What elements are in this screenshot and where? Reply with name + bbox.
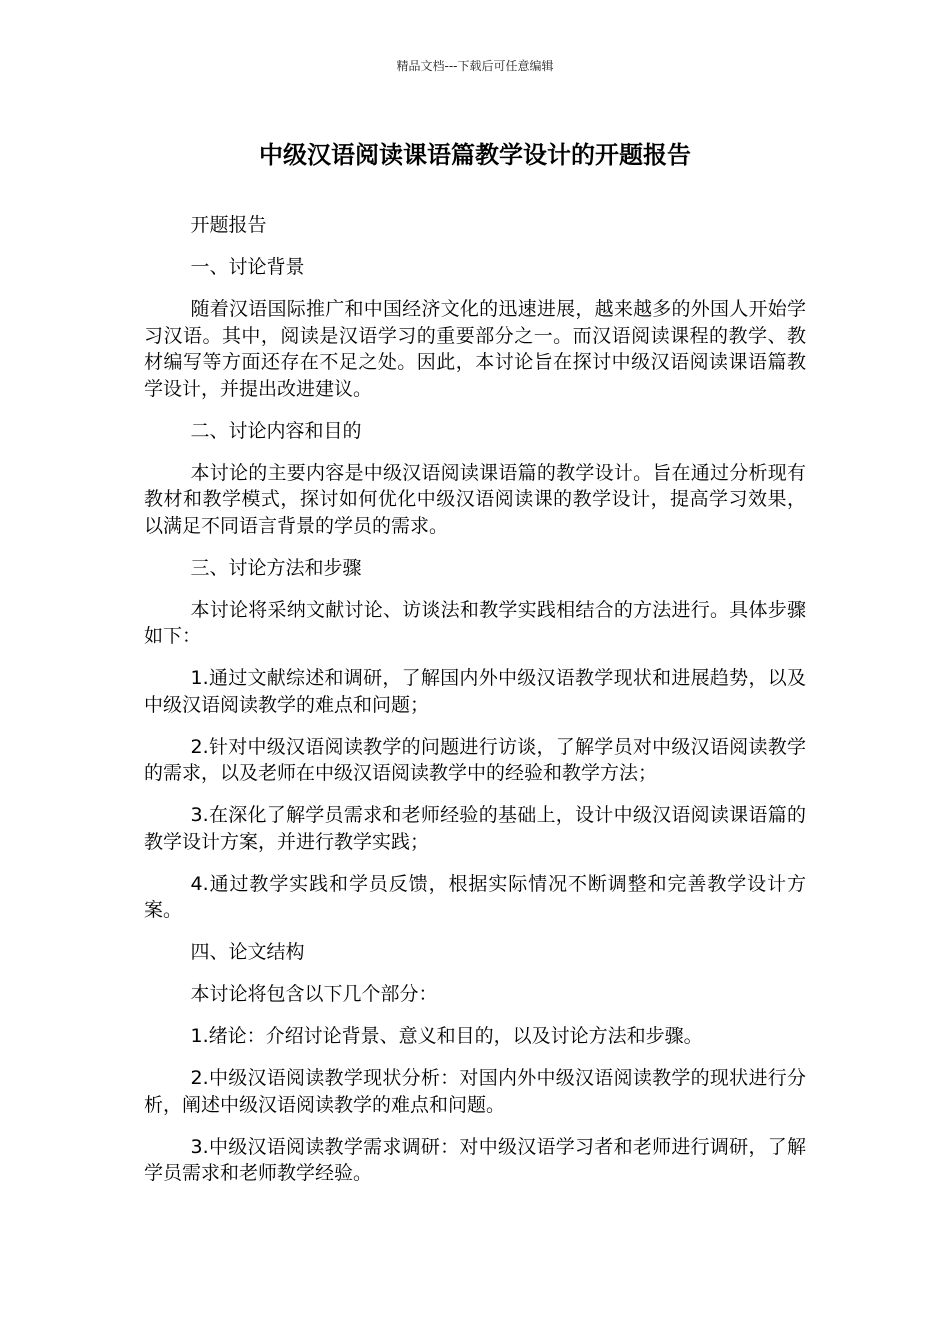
section-heading-methods-steps: 三、讨论方法和步骤 — [190, 556, 362, 579]
section-heading-structure: 四、论文结构 — [190, 941, 305, 963]
list-item-step-3: 3.在深化了解学员需求和老师经验的基础上，设计中级汉语阅读课语篇的教学设计方案，并进行教学实践； — [144, 804, 806, 853]
list-item-part-3: 3.中级汉语阅读教学需求调研：对中级汉语学习者和老师进行调研，了解学员需求和老师教学经验。 — [144, 1135, 806, 1184]
paragraph-methods-intro: 本讨论将采纳文献讨论、访谈法和教学实践相结合的方法进行。具体步骤如下： — [144, 598, 806, 647]
section-heading-content-purpose: 二、讨论内容和目的 — [190, 419, 362, 442]
section-heading-background: 一、讨论背景 — [190, 256, 305, 278]
list-item-step-2: 2.针对中级汉语阅读教学的问题进行访谈，了解学员对中级汉语阅读教学的需求，以及老师在中级汉语阅读教学中的经验和教学方法； — [144, 735, 806, 784]
paragraph-background: 随着汉语国际推广和中国经济文化的迅速进展，越来越多的外国人开始学习汉语。其中，阅读是汉语学习的重要部分之一。而汉语阅读课程的教学、教材编写等方面还存在不足之处。因此，本讨论旨在探讨中级汉语阅读课语篇教学设计，并提出改进建议。 — [144, 298, 806, 400]
paragraph-structure-intro: 本讨论将包含以下几个部分： — [190, 983, 438, 1005]
list-item-part-2: 2.中级汉语阅读教学现状分析：对国内外中级汉语阅读教学的现状进行分析，阐述中级汉语阅读教学的难点和问题。 — [144, 1067, 806, 1116]
list-item-step-4: 4.通过教学实践和学员反馈，根据实际情况不断调整和完善教学设计方案。 — [144, 872, 806, 921]
paragraph-report-label: 开题报告 — [190, 214, 267, 236]
document-title: 中级汉语阅读课语篇教学设计的开题报告 — [259, 141, 691, 169]
document-body — [144, 212, 806, 1202]
list-item-part-1: 1.绪论：介绍讨论背景、意义和目的，以及讨论方法和步骤。 — [190, 1025, 703, 1047]
page-header: 精品文档---下载后可任意编辑 — [396, 59, 554, 73]
list-item-step-1: 1.通过文献综述和调研，了解国内外中级汉语教学现状和进展趋势，以及中级汉语阅读教学的难点和问题； — [144, 667, 806, 716]
paragraph-content-purpose: 本讨论的主要内容是中级汉语阅读课语篇的教学设计。旨在通过分析现有教材和教学模式，探讨如何优化中级汉语阅读课的教学设计，提高学习效果，以满足不同语言背景的学员的需求。 — [144, 461, 806, 537]
